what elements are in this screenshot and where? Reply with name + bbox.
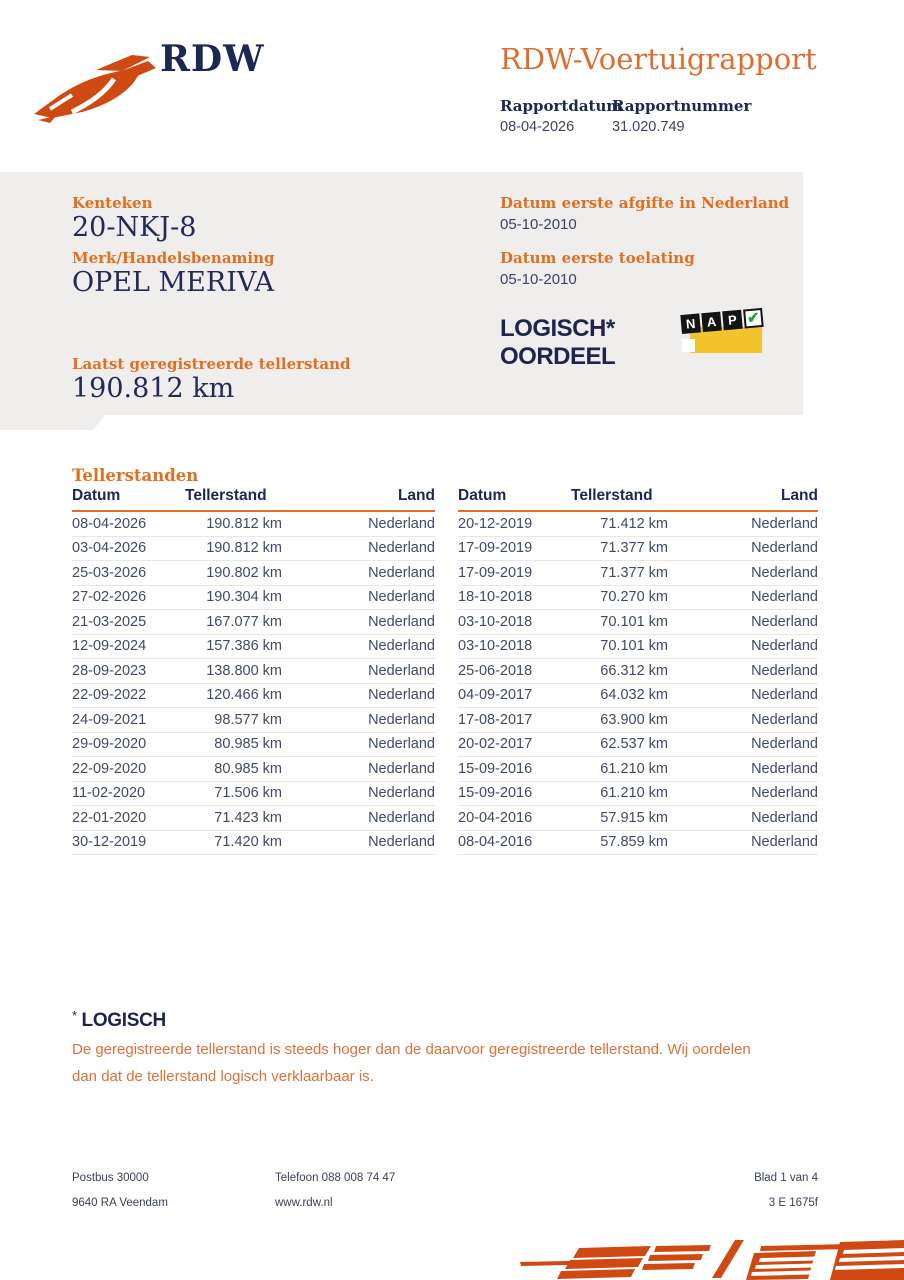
table-row [72,610,435,635]
nap-checkmark-icon: ✔ [743,308,764,329]
table-body-right [458,512,818,855]
datum-cell: 20-12-2019 [458,515,533,532]
table-row [72,684,435,709]
nap-letter-n: N [680,313,701,334]
land-cell: Nederland [751,589,818,606]
nap-letter-p: P [722,310,743,331]
tellerstand-cell: 120.466 km [206,687,282,704]
land-cell: Nederland [368,564,435,581]
tellerstand-cell: 167.077 km [206,613,282,630]
table-row [458,684,818,709]
report-number-label: Rapportnummer [612,97,752,115]
nap-logo [682,309,766,358]
datum-cell: 18-10-2018 [458,589,533,606]
toelating-value: 05-10-2010 [500,271,577,288]
tellerstand-cell: 190.304 km [206,589,282,606]
table-row [458,635,818,660]
tellerstand-cell: 98.577 km [214,711,282,728]
rdw-feather-logo-icon [30,50,160,126]
land-cell: Nederland [368,589,435,606]
land-cell: Nederland [368,834,435,851]
toelating-label: Datum eerste toelating [500,249,695,267]
table-row [72,806,435,831]
datum-cell: 08-04-2016 [458,834,533,851]
column-header-datum: Datum [458,487,507,504]
datum-cell: 20-04-2016 [458,809,533,826]
footer-website: www.rdw.nl [275,1197,333,1209]
report-date-label: Rapportdatum [500,97,623,115]
datum-cell: 20-02-2017 [458,736,533,753]
asterisk: * [72,1008,78,1023]
footer-stripe-decoration [504,1234,904,1280]
footer-page-number: Blad 1 van 4 [754,1172,818,1184]
datum-cell: 04-09-2017 [458,687,533,704]
tellerstand-cell: 61.210 km [600,760,668,777]
land-cell: Nederland [751,564,818,581]
land-cell: Nederland [368,736,435,753]
land-cell: Nederland [751,687,818,704]
tellerstand-cell: 190.812 km [206,540,282,557]
tellerstanden-table-left [72,487,435,855]
tellerstand-cell: 70.101 km [600,613,668,630]
table-row [72,708,435,733]
table-body-left [72,512,435,855]
land-cell: Nederland [368,711,435,728]
datum-cell: 28-09-2023 [72,662,147,679]
page-title: RDW-Voertuigrapport [500,42,817,76]
table-row [72,512,435,537]
tellerstand-cell: 70.270 km [600,589,668,606]
land-cell: Nederland [368,809,435,826]
tellerstand-cell: 70.101 km [600,638,668,655]
report-date-value: 08-04-2026 [500,119,575,135]
datum-cell: 22-09-2022 [72,687,147,704]
land-cell: Nederland [751,540,818,557]
tellerstand-cell: 62.537 km [600,736,668,753]
table-header-row [72,487,435,512]
datum-cell: 12-09-2024 [72,638,147,655]
table-row [72,659,435,684]
tellerstand-cell: 157.386 km [206,638,282,655]
table-row [458,610,818,635]
tellerstand-cell: 80.985 km [214,760,282,777]
table-row [458,586,818,611]
datum-cell: 03-10-2018 [458,638,533,655]
tellerstand-cell: 71.377 km [600,540,668,557]
datum-cell: 17-09-2019 [458,564,533,581]
table-row [72,782,435,807]
table-row [458,831,818,856]
datum-cell: 08-04-2026 [72,515,147,532]
kenteken-label: Kenteken [72,194,153,212]
column-header-tellerstand: Tellerstand [571,487,653,504]
datum-cell: 24-09-2021 [72,711,147,728]
table-row [458,782,818,807]
datum-cell: 30-12-2019 [72,834,147,851]
column-header-tellerstand: Tellerstand [185,487,267,504]
table-row [458,561,818,586]
table-row [458,537,818,562]
footer-form-code: 3 E 1675f [768,1197,818,1209]
datum-cell: 27-02-2026 [72,589,147,606]
datum-cell: 22-09-2020 [72,760,147,777]
land-cell: Nederland [368,515,435,532]
kenteken-value: 20-NKJ-8 [72,212,197,243]
datum-cell: 22-01-2020 [72,809,147,826]
laatste-tellerstand-value: 190.812 km [72,373,235,404]
merk-label: Merk/Handelsbenaming [72,249,275,267]
datum-cell: 03-10-2018 [458,613,533,630]
land-cell: Nederland [368,540,435,557]
land-cell: Nederland [368,638,435,655]
rdw-wordmark: RDW [160,38,265,80]
datum-cell: 03-04-2026 [72,540,147,557]
tellerstand-cell: 80.985 km [214,736,282,753]
column-header-land: Land [780,487,818,504]
footer-phone: Telefoon 088 008 74 47 [275,1172,396,1184]
land-cell: Nederland [751,736,818,753]
datum-cell: 21-03-2025 [72,613,147,630]
nap-letter-a: A [701,312,722,333]
datum-cell: 25-06-2018 [458,662,533,679]
table-row [72,635,435,660]
tellerstanden-table-right [458,487,818,855]
merk-value: OPEL MERIVA [72,267,275,298]
oordeel-line2: OORDEEL [500,343,616,370]
land-cell: Nederland [368,662,435,679]
datum-cell: 11-02-2020 [72,785,146,802]
tellerstand-cell: 190.812 km [206,515,282,532]
table-header-row [458,487,818,512]
table-row [72,831,435,856]
tellerstand-cell: 57.915 km [600,809,668,826]
datum-cell: 25-03-2026 [72,564,147,581]
column-header-land: Land [397,487,435,504]
table-row [72,561,435,586]
land-cell: Nederland [751,711,818,728]
tellerstand-cell: 57.859 km [600,834,668,851]
land-cell: Nederland [368,785,435,802]
logisch-explanation: De geregistreerde tellerstand is steeds hoger dan de daarvoor geregistreerde tellerstand. Wij oordelen dan dat de tellerstand logisch verklaarbaar is. [72,1041,751,1085]
tellerstand-cell: 71.377 km [600,564,668,581]
tellerstand-cell: 71.506 km [214,785,282,802]
datum-cell: 29-09-2020 [72,736,147,753]
land-cell: Nederland [751,834,818,851]
tellerstand-cell: 66.312 km [600,662,668,679]
tellerstand-cell: 138.800 km [206,662,282,679]
land-cell: Nederland [751,662,818,679]
tellerstand-cell: 71.412 km [600,515,668,532]
table-row [458,757,818,782]
table-row [458,512,818,537]
land-cell: Nederland [751,638,818,655]
datum-cell: 17-09-2019 [458,540,533,557]
tellerstand-cell: 71.420 km [214,834,282,851]
logisch-heading: * LOGISCH [72,1008,166,1031]
table-row [458,733,818,758]
tellerstand-cell: 190.802 km [206,564,282,581]
nap-white-notch [682,339,695,352]
land-cell: Nederland [751,809,818,826]
table-row [72,757,435,782]
datum-cell: 15-09-2016 [458,785,533,802]
table-row [458,659,818,684]
oordeel-line1: LOGISCH* [500,315,615,342]
land-cell: Nederland [368,613,435,630]
tellerstanden-section-title: Tellerstanden [72,466,199,485]
table-row [72,586,435,611]
afgifte-label: Datum eerste afgifte in Nederland [500,194,790,212]
report-number-value: 31.020.749 [612,119,685,135]
land-cell: Nederland [751,613,818,630]
table-row [458,806,818,831]
footer-address-line1: Postbus 30000 [72,1172,149,1184]
table-row [72,537,435,562]
afgifte-value: 05-10-2010 [500,216,577,233]
land-cell: Nederland [368,687,435,704]
laatste-tellerstand-label: Laatst geregistreerde tellerstand [72,355,351,373]
column-header-datum: Datum [72,487,121,504]
datum-cell: 17-08-2017 [458,711,533,728]
land-cell: Nederland [751,785,818,802]
tellerstand-cell: 63.900 km [600,711,668,728]
tellerstand-cell: 64.032 km [600,687,668,704]
tellerstand-cell: 71.423 km [214,809,282,826]
datum-cell: 15-09-2016 [458,760,533,777]
tellerstand-cell: 61.210 km [600,785,668,802]
table-row [458,708,818,733]
table-row [72,733,435,758]
land-cell: Nederland [751,760,818,777]
footer-address-line2: 9640 RA Veendam [72,1197,168,1209]
land-cell: Nederland [368,760,435,777]
land-cell: Nederland [751,515,818,532]
